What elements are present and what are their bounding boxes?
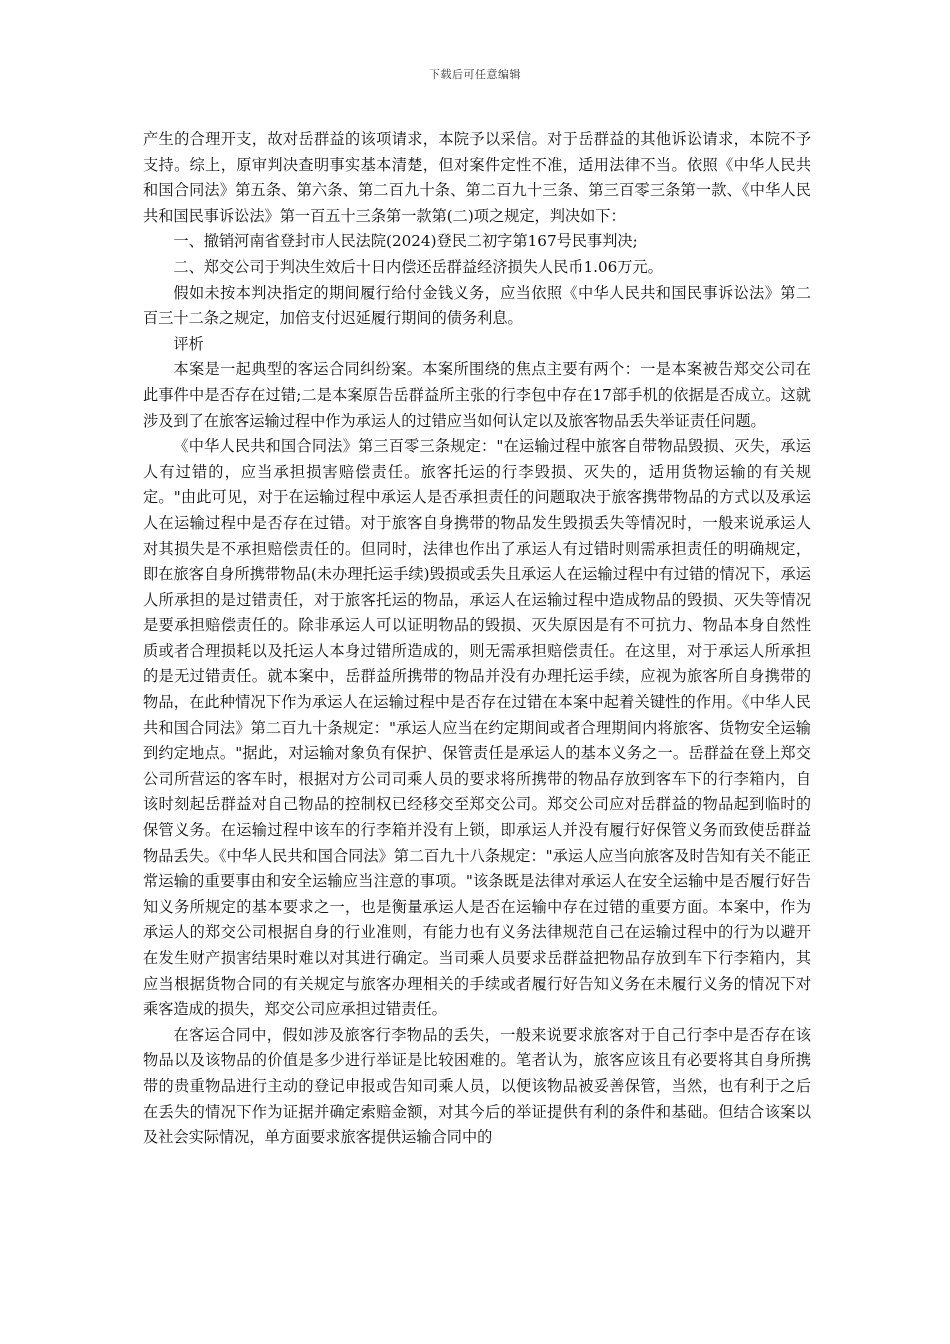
body-paragraph: 《中华人民共和国合同法》第三百零三条规定："在运输过程中旅客自带物品毁损、灭失，承运人有过错的，应当承担损害赔偿责任。旅客托运的行李毁损、灭失的，适用货物运输的有关规定。"由此可见，对于在运输过程中承运人是否承担责任的问题取决于旅客携带物品的方式以及承运人在运输过程中是否存在过错。对于旅客自身携带的物品发生毁损丢失等情况时，一般来说承运人对其损失是不承担赔偿责任的。但同时，法律也作出了承运人有过错时则需承担责任的明确规定，即在旅客自身所携带物品(未办理托运手续)毁损或丢失且承运人在运输过程中有过错的情况下，承运人所承担的是过错责任，对于旅客托运的物品，承运人在运输过程中造成物品的毁损、灭失等情况是要承担赔偿责任的。除非承运人可以证明物品的毁损、灭失原因是有不可抗力、物品本身自然性质或者合理损耗以及托运人本身过错所造成的，则无需承担赔偿责任。在这里，对于承运人所承担的是无过错责任。就本案中，岳群益所携带的物品并没有办理托运手续，应视为旅客所自身携带的物品，在此种情况下作为承运人在运输过程中是否存在过错在本案中起着关键性的作用。《中华人民共和国合同法》第二百九十条规定："承运人应当在约定期间或者合理期间内将旅客、货物安全运输到约定地点。"据此，对运输对象负有保护、保管责任是承运人的基本义务之一。岳群益在登上郑交公司所营运的客车时，根据对方公司司乘人员的要求将所携带的物品存放到客车下的行李箱内，自该时刻起岳群益对自己物品的控制权已经移交至郑交公司。郑交公司应对岳群益的物品起到临时的保管义务。在运输过程中该车的行李箱并没有上锁，即承运人并没有履行好保管义务而致使岳群益物品丢失。《中华人民共和国合同法》第二百九十八条规定："承运人应当向旅客及时告知有关不能正常运输的重要事由和安全运输应当注意的事项。"该条既是法律对承运人在安全运输中是否履行好告知义务所规定的基本要求之一，也是衡量承运人是否在运输中存在过错的重要方面。本案中，作为承运人的郑交公司根据自身的行业准则，有能力也有义务法律规范自己在运输过程中的行为以避开在发生财产损害结果时难以对其进行确定。当司乘人员要求岳群益把物品存放到车下行李箱内，其应当根据货物合同的有关规定与旅客办理相关的手续或者履行好告知义务在未履行义务的情况下对乘客造成的损失，郑交公司应承担过错责任。	[143, 437, 811, 1019]
judgment-item-2: 二、郑交公司于判决生效后十日内偿还岳群益经济损失人民币1.06万元。	[173, 257, 663, 276]
judgment-item-1: 一、撤销河南省登封市人民法院(2024)登民二初字第167号民事判决;	[173, 232, 638, 251]
body-paragraph: 在客运合同中，假如涉及旅客行李物品的丢失，一般来说要求旅客对于自己行李中是否存在该物品以及该物品的价值是多少进行举证是比较困难的。笔者认为，旅客应该且有必要将其自身所携带的贵重物品进行主动的登记申报或告知司乘人员，以便该物品被妥善保管，当然，也有利于之后在丢失的情况下作为证据并确定索赔金额，对其今后的举证提供有利的条件和基础。但结合该案以及社会实际情况，单方面要求旅客提供运输合同中的	[143, 1025, 811, 1147]
body-paragraph: 本案是一起典型的客运合同纠纷案。本案所围绕的焦点主要有两个：一是本案被告郑交公司在此事件中是否存在过错;二是本案原告岳群益所主张的行李包中存在17部手机的依据是否成立。这就涉及到了在旅客运输过程中作为承运人的过错应当如何认定以及旅客物品丢失举证责任问题。	[143, 360, 811, 430]
page-header: 下载后可任意编辑	[429, 68, 521, 81]
document-body	[143, 127, 811, 1151]
section-heading-analysis: 评析	[173, 334, 204, 353]
body-paragraph: 产生的合理开支，故对岳群益的该项请求，本院予以采信。对于岳群益的其他诉讼请求，本院不予支持。综上，原审判决查明事实基本清楚，但对案件定性不准，适用法律不当。依照《中华人民共和国合同法》第五条、第六条、第二百九十条、第二百九十三条、第三百零三条第一款、《中华人民共和国民事诉讼法》第一百五十三条第一款第(二)项之规定，判决如下：	[143, 130, 811, 225]
body-paragraph: 假如未按本判决指定的期间履行给付金钱义务，应当依照《中华人民共和国民事诉讼法》第二百三十二条之规定，加倍支付迟延履行期间的债务利息。	[143, 283, 811, 328]
